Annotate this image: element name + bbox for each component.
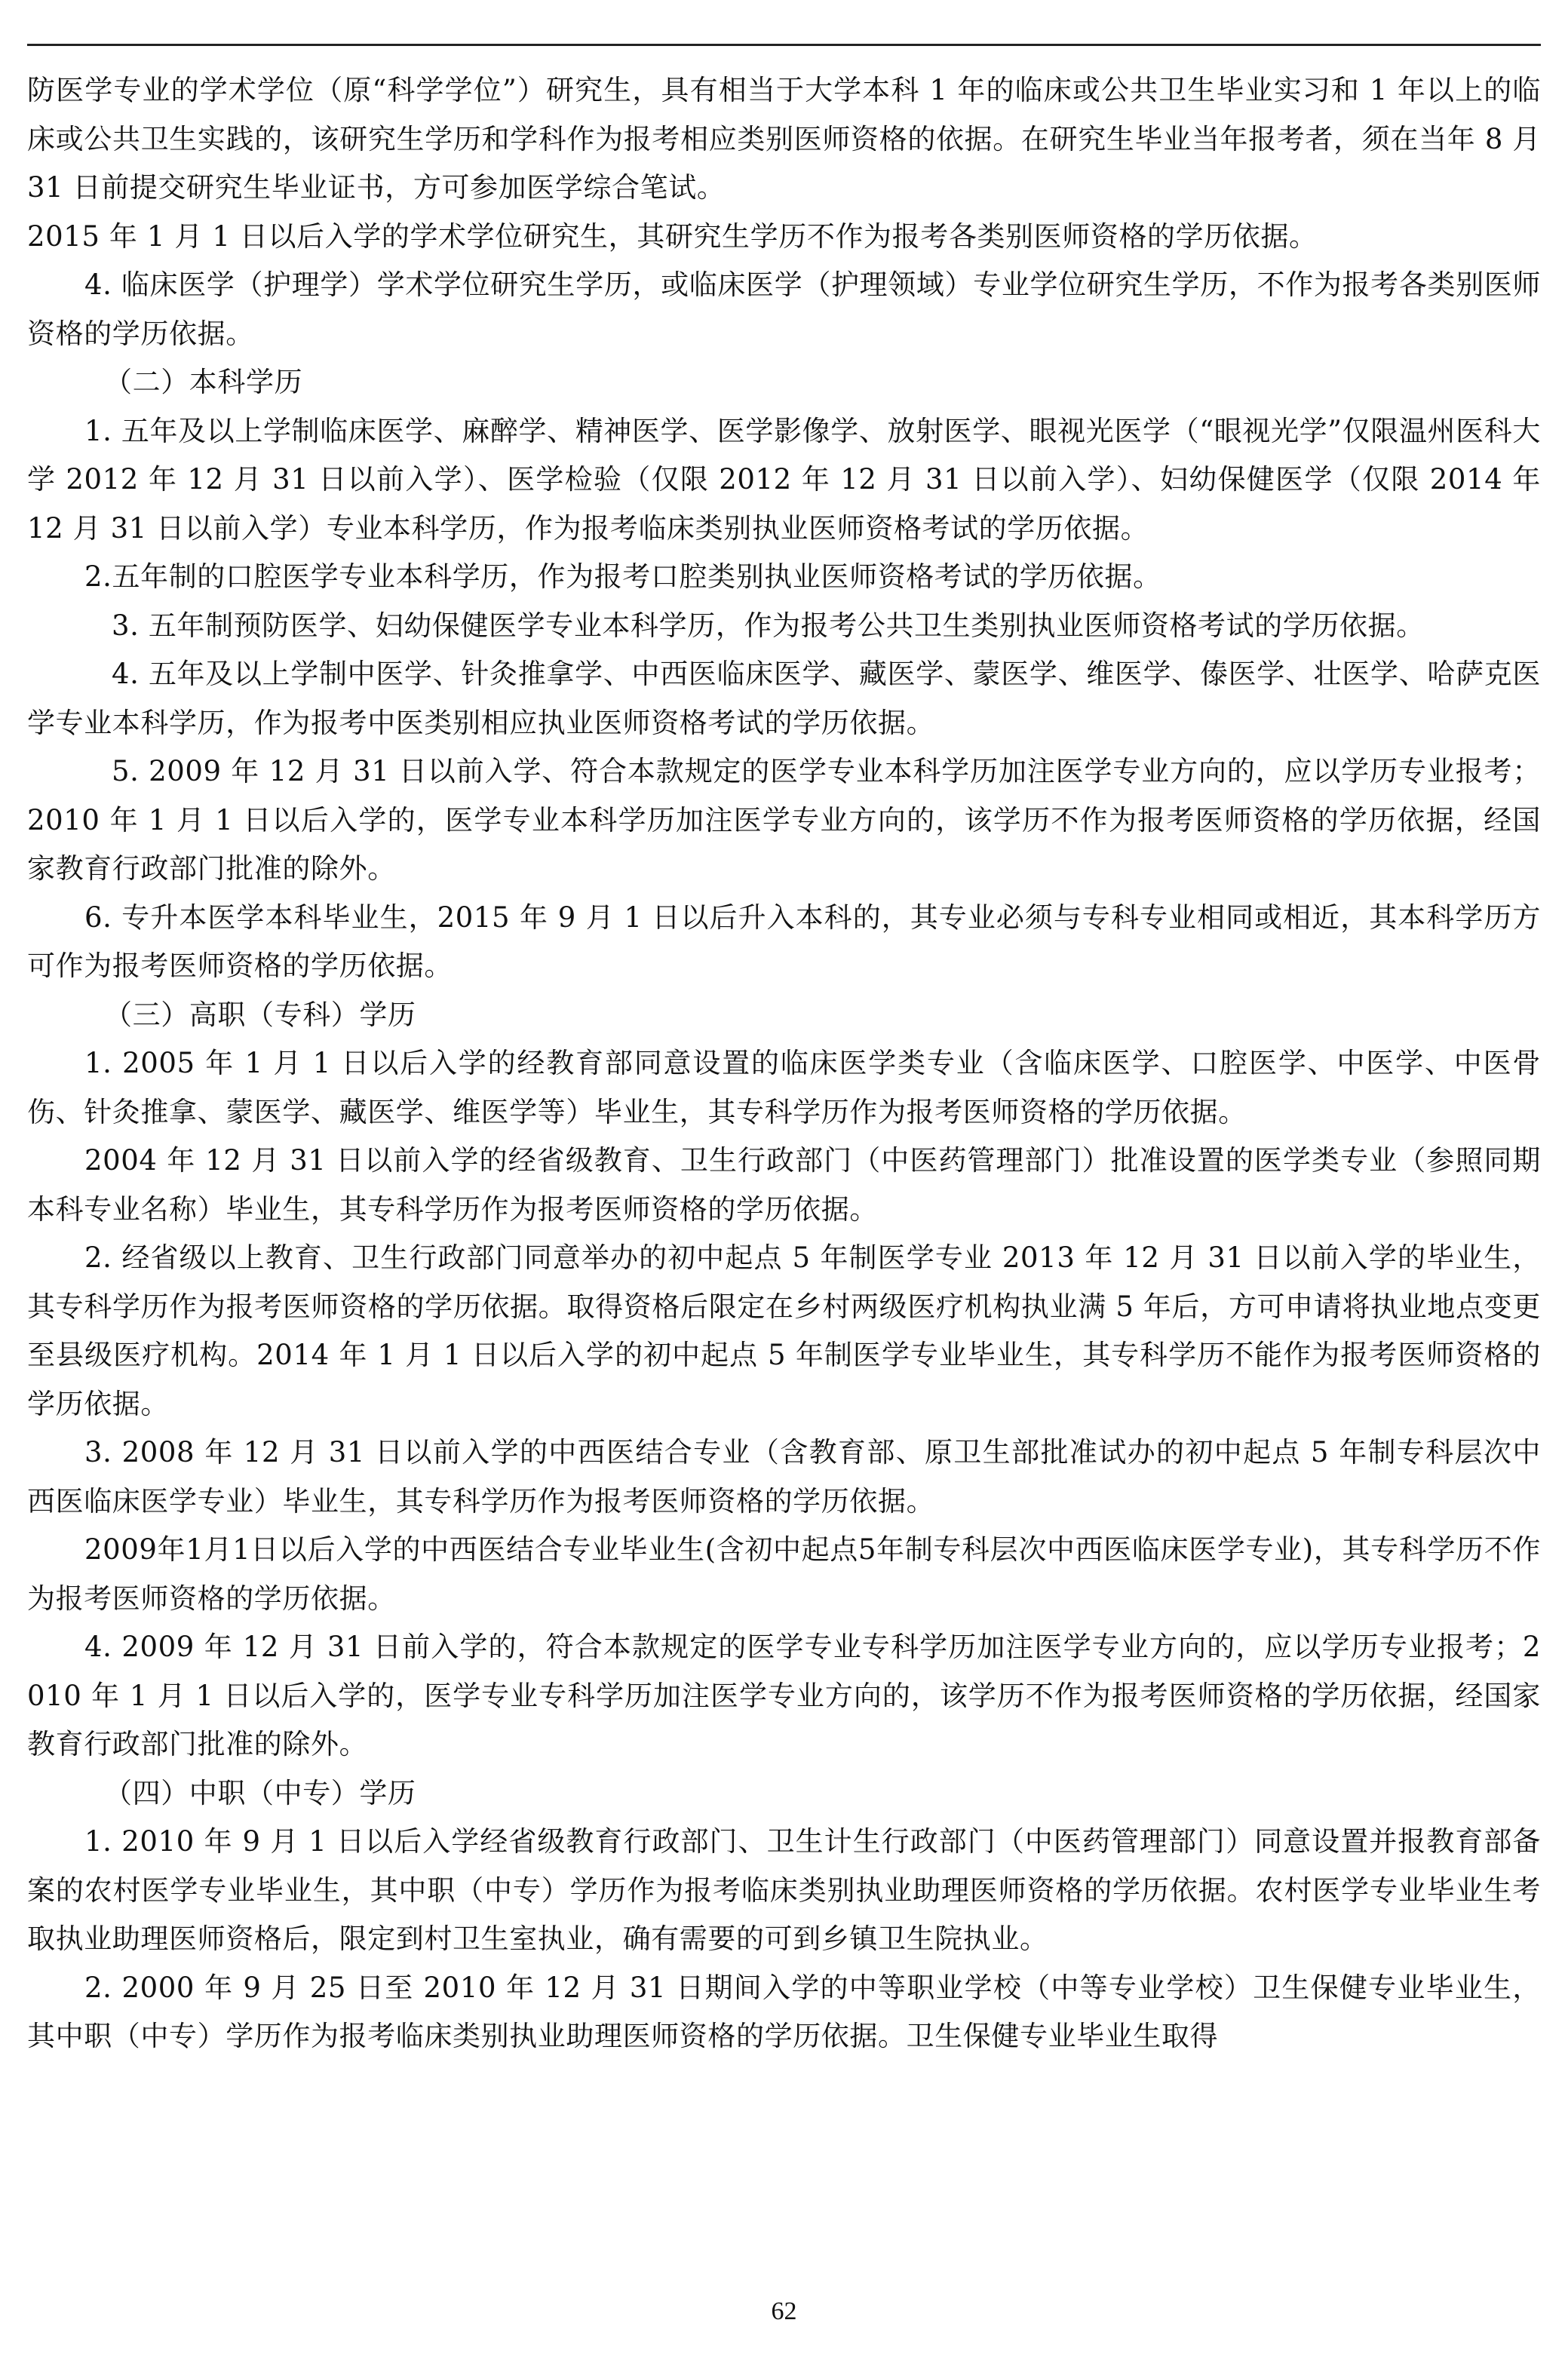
paragraph: 4. 五年及以上学制中医学、针灸推拿学、中西医临床医学、藏医学、蒙医学、维医学、傣医学、壮医学、哈萨克医学专业本科学历，作为报考中医类别相应执业医师资格考试的学历依据。 — [27, 658, 1541, 739]
section-heading-undergraduate: （二）本科学历 — [104, 366, 303, 398]
paragraph: 1. 五年及以上学制临床医学、麻醉学、精神医学、医学影像学、放射医学、眼视光医学（“眼视光学”仅限温州医科大学 2012 年 12 月 31 日以前入学）、医学检验（仅限 2012 年 12 月 31 日以前入学）、妇幼保健医学（仅限 2014 年 12 月 31 日以前入学）专业本科学历，作为报考临床类别执业医师资格考试的学历依据。 — [27, 414, 1541, 545]
paragraph: 3. 2008 年 12 月 31 日以前入学的中西医结合专业（含教育部、原卫生部批准试办的初中起点 5 年制专科层次中西医临床医学专业）毕业生，其专科学历作为报考医师资格的学历依据。 — [27, 1436, 1541, 1517]
section-heading-vocational-college: （三）高职（专科）学历 — [104, 998, 416, 1031]
paragraph: 2004 年 12 月 31 日以前入学的经省级教育、卫生行政部门（中医药管理部门）批准设置的医学类专业（参照同期本科专业名称）毕业生，其专科学历作为报考医师资格的学历依据。 — [27, 1144, 1541, 1226]
paragraph: 2015 年 1 月 1 日以后入学的学术学位研究生，其研究生学历不作为报考各类别医师资格的学历依据。 — [27, 219, 1318, 253]
paragraph: 4. 2009 年 12 月 31 日前入学的，符合本款规定的医学专业专科学历加注医学专业方向的，应以学历专业报考；2010 年 1 月 1 日以后入学的，医学专业专科学历加注医学专业方向的，该学历不作为报考医师资格的学历依据，经国家教育行政部门批准的除外。 — [27, 1631, 1541, 1760]
page-number: 62 — [771, 2297, 797, 2325]
document-body — [27, 66, 1541, 2061]
paragraph: 5. 2009 年 12 月 31 日以前入学、符合本款规定的医学专业本科学历加注医学专业方向的，应以学历专业报考；2010 年 1 月 1 日以后入学的，医学专业本科学历加注医学专业方向的，该学历不作为报考医师资格的学历依据，经国家教育行政部门批准的除外。 — [27, 755, 1541, 885]
paragraph: 1. 2010 年 9 月 1 日以后入学经省级教育行政部门、卫生计生行政部门（中医药管理部门）同意设置并报教育部备案的农村医学专业毕业生，其中职（中专）学历作为报考临床类别执业助理医师资格的学历依据。农村医学专业毕业生考取执业助理医师资格后，限定到村卫生室执业，确有需要的可到乡镇卫生院执业。 — [27, 1825, 1541, 1955]
paragraph: 防医学专业的学术学位（原“科学学位”）研究生，具有相当于大学本科 1 年的临床或公共卫生毕业实习和 1 年以上的临床或公共卫生实践的，该研究生学历和学科作为报考相应类别医师资格的依据。在研究生毕业当年报考者，须在当年 8 月 31 日前提交研究生毕业证书，方可参加医学综合笔试。 — [27, 74, 1541, 204]
paragraph: 2. 2000 年 9 月 25 日至 2010 年 12 月 31 日期间入学的中等职业学校（中等专业学校）卫生保健专业毕业生，其中职（中专）学历作为报考临床类别执业助理医师资格的学历依据。卫生保健专业毕业生取得 — [27, 1971, 1541, 2052]
section-heading-secondary-vocational: （四）中职（中专）学历 — [104, 1776, 416, 1809]
paragraph: 4. 临床医学（护理学）学术学位研究生学历，或临床医学（护理领域）专业学位研究生学历，不作为报考各类别医师资格的学历依据。 — [27, 269, 1542, 350]
paragraph: 2.五年制的口腔医学专业本科学历，作为报考口腔类别执业医师资格考试的学历依据。 — [84, 560, 1161, 593]
paragraph: 2. 经省级以上教育、卫生行政部门同意举办的初中起点 5 年制医学专业 2013 年 12 月 31 日以前入学的毕业生，其专科学历作为报考医师资格的学历依据。取得资格后限定在乡村两级医疗机构执业满 5 年后，方可申请将执业地点变更至县级医疗机构。2014 年 1 月 1 日以后入学的初中起点 5 年制医学专业毕业生，其专科学历不能作为报考医师资格的学历依据。 — [27, 1241, 1541, 1420]
paragraph: 2009年1月1日以后入学的中西医结合专业毕业生(含初中起点5年制专科层次中西医临床医学专业)，其专科学历不作为报考医师资格的学历依据。 — [27, 1533, 1541, 1615]
header-rule — [27, 44, 1541, 46]
paragraph: 1. 2005 年 1 月 1 日以后入学的经教育部同意设置的临床医学类专业（含临床医学、口腔医学、中医学、中医骨伤、针灸推拿、蒙医学、藏医学、维医学等）毕业生，其专科学历作为报考医师资格的学历依据。 — [27, 1047, 1541, 1128]
paragraph: 6. 专升本医学本科毕业生，2015 年 9 月 1 日以后升入本科的，其专业必须与专科专业相同或相近，其本科学历方可作为报考医师资格的学历依据。 — [27, 901, 1541, 982]
paragraph: 3. 五年制预防医学、妇幼保健医学专业本科学历，作为报考公共卫生类别执业医师资格考试的学历依据。 — [112, 609, 1425, 642]
